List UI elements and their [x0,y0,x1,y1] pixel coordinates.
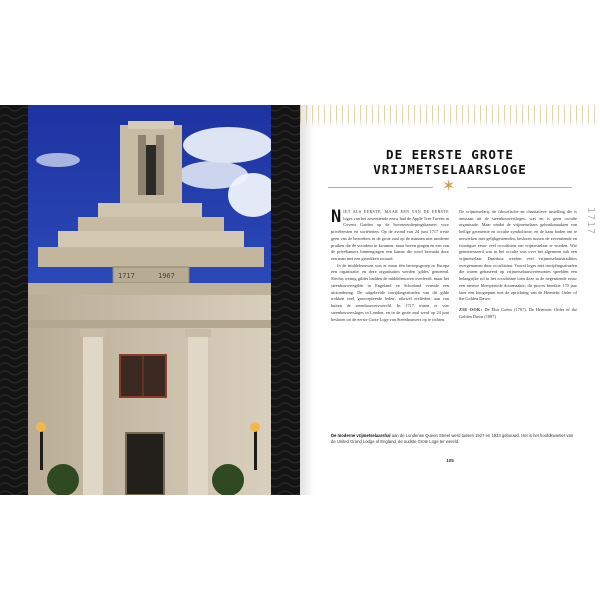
freemasons-hall-illustration [28,105,271,495]
lead-in: IET ALS EERSTE, MAAR EEN VAN DE EERSTE [343,209,449,214]
caption-lead: De moderne vrijmetselaarshal [331,433,391,438]
text-column-1 [331,209,449,323]
gutter-shadow [300,105,314,495]
left-page [0,105,300,495]
building-photo [28,105,271,495]
photo-caption [331,433,577,445]
see-also-note [459,307,577,320]
paragraph-text: loges van het zeventiende eeuw had de Apple Tree Tavern in Covent Garden op de bovenverdiepingskamers voor privéfeesten en sociëteiten. Op de avond van 24 juni 1717 trette geen van de bezoekers in de grote zaal op de mannen met moderne pruiken die de voordeur in kwamen, maar boven gingen en een van de privékamers binnengingen een kamer die werd bewaakt door een man met een getrokken zwaard. [331,215,449,262]
drop-cap: N [331,207,342,227]
page-number: 105 [446,458,454,463]
star-icon: ✶ [442,176,456,195]
inscription-1717: 1717 [118,272,135,280]
paragraph: In de middeleeuwen was er maar één beroepsgroep in Europa een organisatie, en deze organisaties werden 'gildes' genoemd. Slechts weinig gildes hadden de middeleeuwen overleefd, maar het steenhouwersgilde in Engeland en Schotland vormde een uitzondering. De uitgebreide inwijdingsrituelen van dit gilde trokken veel 'geaccepteerde leden', oftewel erelieden, aan van buiten de steenhouwerswereld. In 1717 waren er vier steenhouwersloges in Londen, en in de grote zaal werd op 24 juni besloten tot de eerste Grote Loge van Steenhouwers op te richten. [331,262,449,322]
cloud-shape [183,127,271,163]
text-column-2 [459,209,577,321]
paragraph: De vrijmetselarij, de filosofische en charitatieve instelling die is ontstaan uit de steenhouwersloges, was en is geen occulte organisatie. Maar omdat de vrijmetselaars gebruikmaakten van heilige geometrie en occulte symbolisme, en de kans boden om te netwerken met gelijkgestemden, besloten tussen de zeventiende en twintigste eeuw veel occultisten om vrijmetselaar te worden. Wie geïnteresseerd was in het occulte was over het algemeen ook een vrijmetselaar. Daardoor werden veel vrijmetselaarstradities overgenomen door occultisten. Vooral loges met inwijdingsrituelen die waren gebaseerd op vrijmetselaarsceremonies speelden een belangrijke rol in het occultisme toen deze in de negentiende eeuw een nieuwe bloeiperiode doormaakte; dit proces bereikte 170 jaar later een hoogtepunt met de oprichting van de Hermetic Order of the Golden Dawn. [459,209,577,302]
title-line-1: DE EERSTE GROTE [386,147,514,162]
chapter-title [330,147,570,177]
title-line-2: VRIJMETSELAARSLOGE [373,162,527,177]
decorative-stripes [300,105,600,127]
caption-text: aan de Londense Queen Street werd tussen 1927 en 1933 gebouwd. Het is het hoofdkwartier van de United Grand Lodge of England, de oudste Grote Loge ter wereld. [331,433,574,445]
paragraph [331,209,449,263]
year-marker: 1717 [585,207,596,236]
see-also-label: ZIE OOK: [459,307,483,313]
see-also-text: De Élus Coëns (1767), De Hermetic Order of the Golden Dawn (1887) [459,307,577,319]
right-page [300,105,600,495]
inscription-1967: 1967 [158,272,175,280]
book-spread [0,105,600,495]
star-divider [328,176,572,195]
